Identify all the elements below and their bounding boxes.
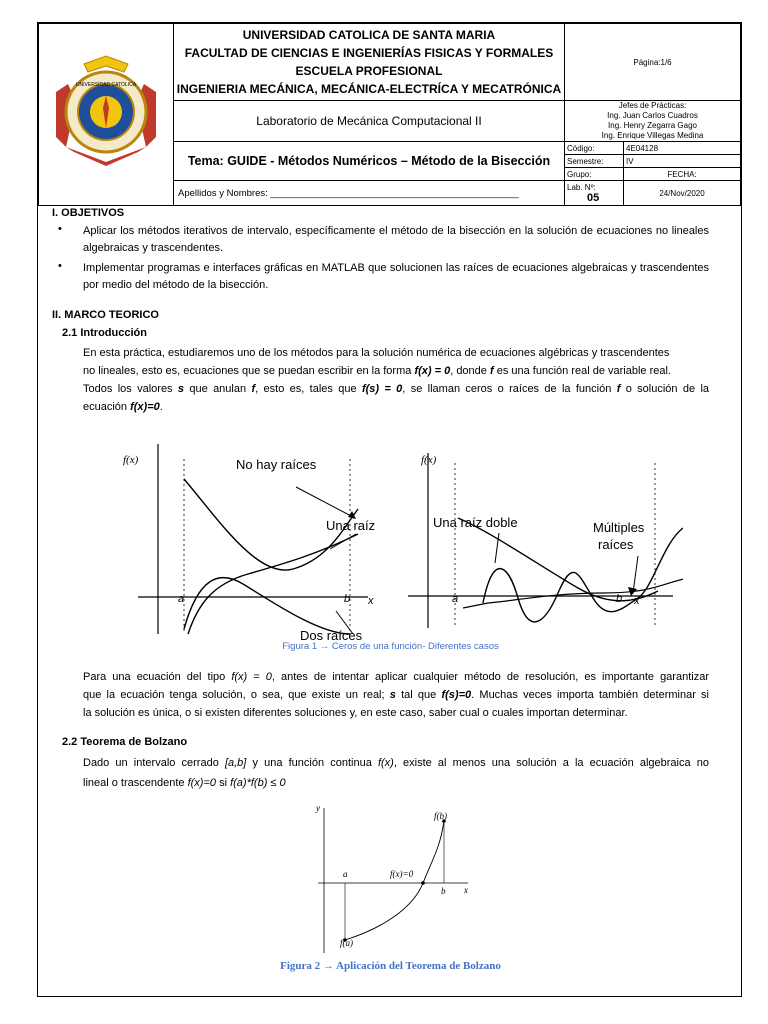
page-number: Página:1/6: [633, 57, 672, 67]
objetivo-2: Implementar programas e interfaces gráficas en MATLAB que solucionen las raíces de ecuaciones algebraicas y trascendentes por medio del método de la bisección.: [83, 262, 709, 291]
jefe-3: Ing. Enrique Villegas Medina: [601, 131, 704, 140]
two-roots-text: Dos raíces: [300, 628, 363, 643]
y-label-left: f(x): [123, 454, 139, 466]
fig2-fx0-label: f(x)=0: [390, 869, 414, 879]
bolzano-line-2: lineal o trascendente f(x)=0 si f(a)*f(b) ≤ 0: [83, 777, 286, 789]
grupo-label: Grupo:: [565, 168, 624, 181]
jefe-2: Ing. Henry Zegarra Gago: [608, 121, 697, 130]
figure-1-caption: Figura 1 → Ceros de una función- Diferentes casos: [282, 641, 499, 652]
marco-title: II. MARCO TEORICO: [52, 309, 159, 321]
university-logo: [46, 52, 166, 172]
fig2-a-label: a: [343, 869, 348, 879]
one-root-curve: [188, 534, 358, 634]
logo-text: UNIVERSIDAD CATOLICA: [75, 82, 137, 88]
arrow-no-roots: [296, 487, 353, 517]
codigo-label: Código:: [565, 142, 624, 155]
multiple-text-1: Múltiples: [593, 520, 645, 535]
header-table: [38, 23, 741, 206]
objetivo-1: Aplicar los métodos iterativos de intervalo, específicamente el método de la bisección en la solución de ecuaciones no lineales algebraicas y trascendentes.: [83, 225, 709, 254]
solution-line-1: Para una ecuación del tipo f(x) = 0, antes de intentar aplicar cualquier método de resolución, es importante garantizar: [83, 671, 709, 683]
a-text-right: a: [452, 593, 459, 605]
page-cell: [565, 24, 741, 101]
jefes-title: Jefes de Prácticas:: [618, 101, 687, 110]
intro-paragraph: [83, 344, 709, 416]
solution-paragraph: [83, 668, 709, 722]
lab-label: Lab. Nº:: [567, 182, 596, 192]
multiple-roots-curve: [483, 528, 683, 622]
fig2-fa-label: f(a): [340, 938, 353, 948]
figure-2: [308, 803, 478, 963]
apellidos-field: Apellidos y Nombres: _______________________________________________: [174, 181, 565, 206]
x-text-right: x: [634, 595, 640, 607]
intro-line-3: Todos los valores s que anulan f, esto es, tales que f(s) = 0, se llaman ceros o raíces de la función f o solución de la: [83, 383, 710, 395]
x-text: x: [368, 595, 374, 607]
university-name: UNIVERSIDAD CATOLICA DE SANTA MARIA: [242, 28, 496, 42]
figure-2-caption: Figura 2 → Aplicación del Teorema de Bolzano: [280, 960, 501, 972]
semestre-value: IV: [624, 155, 741, 168]
multiple-text-2: raíces: [598, 537, 634, 552]
institution-cell: [174, 24, 565, 101]
no-roots-text: No hay raíces: [236, 457, 317, 472]
two-roots-curve: [184, 578, 350, 634]
program-name: INGENIERIA MECÁNICA, MECÁNICA-ELECTRÍCA Y MECATRÓNICA: [176, 82, 562, 96]
solution-line-3: la solución es única, o si existen diferentes soluciones y, en este caso, saber cual o cuales importan determinar.: [83, 707, 628, 719]
fig2-x-label: x: [464, 885, 468, 895]
b-text: b: [344, 593, 351, 605]
arrow-multiple: [633, 556, 638, 593]
one-root-text: Una raíz: [326, 518, 376, 533]
bolzano-paragraph: [83, 753, 709, 793]
fecha-label: FECHA:: [624, 168, 741, 181]
jefe-1: Ing. Juan Carlos Cuadros: [607, 111, 698, 120]
lab-number-cell: [565, 181, 624, 206]
intro-line-1: En esta práctica, estudiaremos uno de los métodos para la solución numérica de ecuaciones algébricas y trascendentes: [83, 347, 670, 359]
double-root-text: Una raíz doble: [433, 515, 518, 530]
semestre-label: Semestre:: [565, 155, 624, 168]
fig2-y-label: y: [316, 803, 320, 813]
lab-number: 05: [587, 191, 600, 204]
school-name: ESCUELA PROFESIONAL: [295, 64, 443, 78]
faculty-name: FACULTAD DE CIENCIAS E INGENIERÍAS FISICAS Y FORMALES: [184, 46, 554, 60]
intro-title: 2.1 Introducción: [62, 327, 147, 339]
document-page: [37, 22, 742, 997]
logo-cell: [39, 24, 174, 206]
fig2-root-point: [421, 881, 425, 885]
fecha-value: 24/Nov/2020: [624, 181, 741, 206]
codigo-value: 4E04128: [624, 142, 741, 155]
intro-line-4: ecuación f(x)=0.: [83, 401, 163, 413]
bullet-2: •: [58, 260, 62, 272]
bolzano-title: 2.2 Teorema de Bolzano: [62, 736, 188, 748]
a-text: a: [178, 593, 185, 605]
b-text-right: b: [616, 593, 623, 605]
solution-line-2: que la ecuación tenga solución, o sea, que existe un real; s tal que f(s)=0. Muchas veces importa también determinar si: [83, 689, 710, 701]
bolzano-line-1: Dado un intervalo cerrado [a,b] y una función continua f(x), existe al menos una solución a la ecuación algebraica no: [83, 757, 709, 769]
fig2-curve: [345, 821, 444, 940]
fig2-fb-label: f(b): [434, 811, 447, 821]
objetivos-title: I. OBJETIVOS: [52, 207, 125, 219]
jefes-cell: [565, 101, 741, 142]
intro-line-2: no lineales, esto es, ecuaciones que se puedan escribir en la forma f(x) = 0, donde f es una función real de variable real.: [83, 365, 671, 377]
fig2-b-label: b: [441, 886, 446, 896]
tema-title: Tema: GUIDE - Métodos Numéricos – Método de la Bisección: [174, 142, 565, 181]
bullet-1: •: [58, 223, 62, 235]
y-label-right: f(x): [421, 454, 437, 466]
lab-name: Laboratorio de Mecánica Computacional II: [174, 101, 565, 142]
